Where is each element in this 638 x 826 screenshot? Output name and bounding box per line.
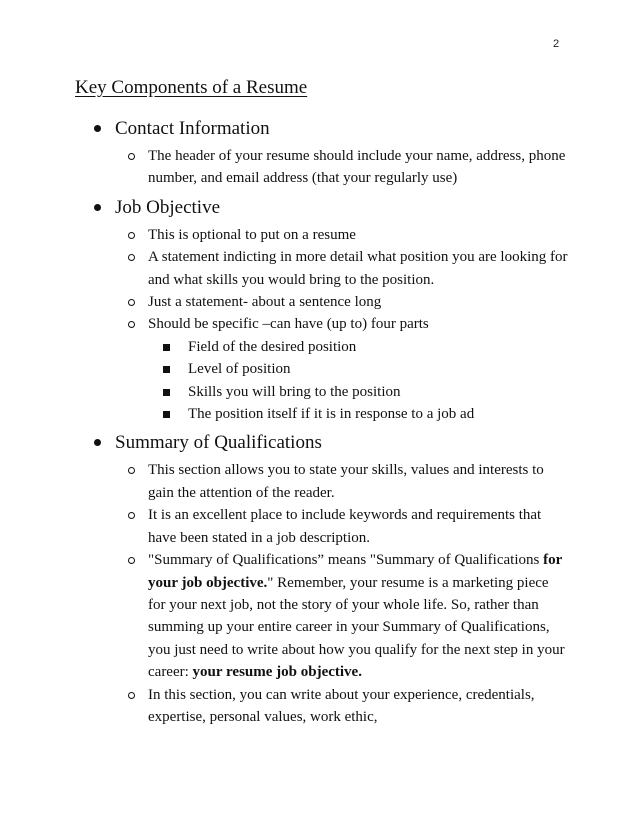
item-text	[148, 316, 429, 332]
section-heading-text: Job Objective	[115, 196, 221, 218]
section-heading-text: Summary of Qualifications	[115, 432, 322, 454]
list-item	[0, 246, 568, 291]
section-heading	[0, 115, 638, 142]
section-2	[0, 429, 638, 728]
bullet-icon	[94, 204, 101, 211]
circle-bullet-icon	[128, 321, 135, 328]
list-item	[0, 459, 568, 504]
list-item	[0, 504, 568, 549]
item-text	[148, 148, 565, 186]
circle-bullet-icon	[128, 692, 135, 699]
text-run: It is an excellent place to include keywords and requirements that have been stated in a job description.	[148, 507, 542, 546]
sub-item-text: The position itself if it is in response to a job ad	[188, 406, 475, 423]
circle-bullet-icon	[128, 254, 135, 261]
text-run: "Summary of Qualifications” means "Summary of Qualifications	[148, 552, 544, 569]
sub-item-text: Skills you will bring to the position	[188, 383, 401, 400]
text-run: Should be specific –can have (up to) four parts	[148, 316, 429, 333]
text-run: The header of your resume should include your name, address, phone number, and email address (that your regularly use)	[148, 148, 566, 187]
bold-text: for your job objective.	[148, 552, 562, 591]
bold-text: your resume job objective.	[192, 664, 362, 681]
item-text	[148, 687, 535, 725]
square-bullet-icon	[163, 366, 170, 373]
text-run: This is optional to put on a resume	[148, 226, 356, 243]
text-run: Just a statement- about a sentence long	[148, 294, 382, 311]
list-item	[0, 549, 568, 683]
page-title: Key Components of a Resume	[75, 77, 308, 98]
list-item	[0, 145, 568, 190]
item-text	[148, 294, 381, 310]
text-run: In this section, you can write about your experience, credentials, expertise, personal values, work ethic,	[148, 686, 535, 725]
document-body	[0, 115, 638, 728]
circle-bullet-icon	[128, 153, 135, 160]
item-text	[148, 507, 541, 545]
item-text	[148, 552, 565, 680]
list-item	[0, 313, 568, 335]
circle-bullet-icon	[128, 299, 135, 306]
text-run: A statement indicting in more detail what position you are looking for and what skills you would bring to the position.	[148, 249, 568, 288]
sub-list-item	[0, 336, 638, 358]
text-run: " Remember, your resume is a marketing piece for your next job, not the story of your whole life. So, rather than summing up your entire career in your Summary of Qualifications, you just need to write about how you qualify for the next step in your career:	[148, 574, 565, 681]
circle-bullet-icon	[128, 557, 135, 564]
item-list	[0, 459, 638, 728]
bullet-icon	[94, 125, 101, 132]
item-list	[0, 145, 638, 190]
circle-bullet-icon	[128, 232, 135, 239]
section-heading-text: Contact Information	[115, 118, 270, 139]
item-list	[0, 224, 638, 426]
bullet-icon	[94, 439, 101, 446]
section-1	[0, 194, 638, 426]
sub-item-text: Field of the desired position	[188, 338, 357, 355]
square-bullet-icon	[163, 344, 170, 351]
square-bullet-icon	[163, 389, 170, 396]
text-run: This section allows you to state your skills, values and interests to gain the attention of the reader.	[148, 462, 544, 501]
circle-bullet-icon	[128, 467, 135, 474]
list-item	[0, 291, 568, 313]
section-heading	[0, 429, 638, 456]
item-text	[148, 462, 544, 500]
section-heading	[0, 194, 638, 221]
list-item	[0, 684, 568, 729]
page-number: 2	[553, 38, 560, 50]
sub-list-item	[0, 358, 638, 380]
sub-list-item	[0, 381, 638, 403]
sub-item-text: Level of position	[188, 361, 291, 378]
section-0	[0, 115, 638, 190]
sub-list-item	[0, 403, 638, 425]
circle-bullet-icon	[128, 512, 135, 519]
item-text	[148, 227, 356, 243]
item-text	[148, 249, 568, 287]
list-item	[0, 224, 568, 246]
square-bullet-icon	[163, 411, 170, 418]
